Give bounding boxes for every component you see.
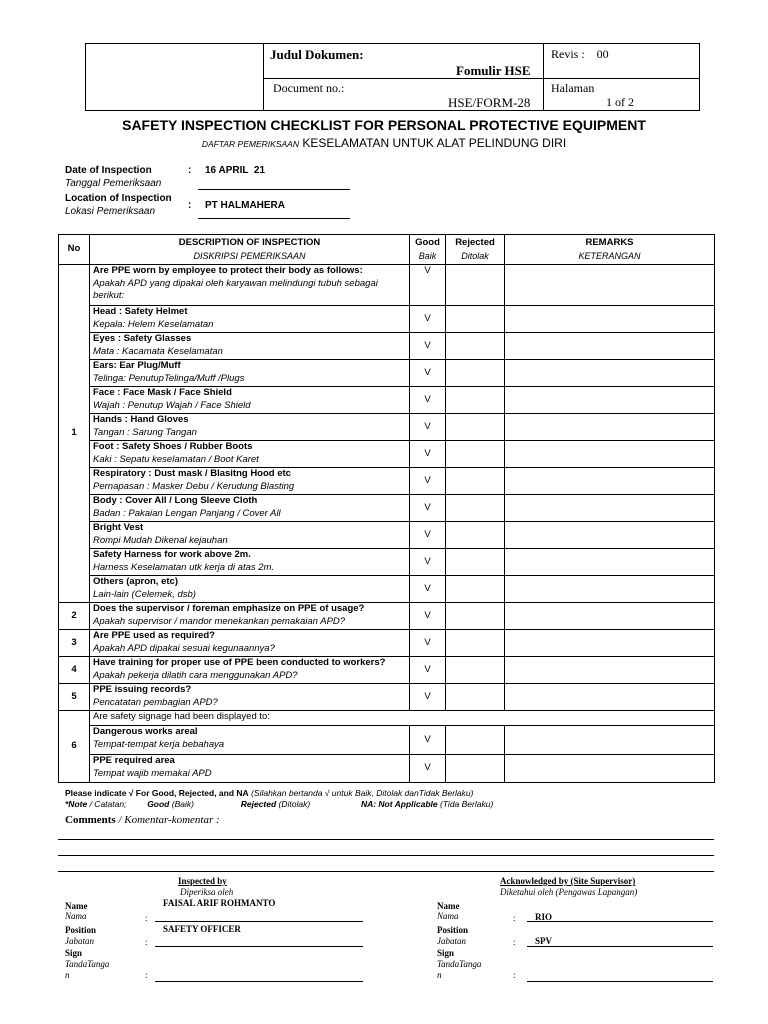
comment-line[interactable]: [58, 855, 714, 856]
date-label-id: Tanggal Pemeriksaan: [65, 178, 162, 189]
inspector-name-line[interactable]: [155, 921, 363, 922]
rejected-cell: [446, 684, 505, 711]
location-colon: :: [188, 200, 192, 211]
row-description: Safety Harness for work above 2m. Harness Keselamatan utk kerja di atas 2m.: [90, 549, 410, 576]
col-no: No: [59, 235, 90, 265]
rejected-cell: [446, 360, 505, 387]
good-mark: V: [410, 549, 446, 576]
good-mark: V: [410, 414, 446, 441]
name-label-id: Nama: [437, 911, 459, 921]
row-description: Are PPE used as required? Apakah APD dipakai sesuai kegunaannya?: [90, 630, 410, 657]
good-mark: V: [410, 333, 446, 360]
good-mark: V: [410, 265, 446, 306]
inspection-table: [58, 234, 715, 783]
good-mark: V: [410, 576, 446, 603]
table-row: [59, 495, 715, 522]
table-row: [59, 441, 715, 468]
row-description: PPE issuing records? Pencatatan pembagian APD?: [90, 684, 410, 711]
rejected-cell: [446, 306, 505, 333]
table-row: [59, 755, 715, 783]
good-mark: V: [410, 306, 446, 333]
table-row: [59, 360, 715, 387]
remarks-cell: [505, 684, 715, 711]
position-label: Position: [437, 925, 469, 935]
page-label: Halaman: [551, 81, 595, 95]
rejected-cell: [446, 495, 505, 522]
inspector-name: FAISAL ARIF ROHMANTO: [163, 898, 276, 908]
good-mark: V: [410, 360, 446, 387]
inspected-by-title: Inspected by: [178, 876, 227, 886]
location-label: Location of Inspection: [65, 193, 172, 204]
sign-label-id2: n: [65, 970, 70, 980]
row-description: Bright Vest Rompi Mudah Dikenal kejauhan: [90, 522, 410, 549]
doc-title-value: Fomulir HSE: [456, 63, 531, 78]
good-mark: V: [410, 522, 446, 549]
position-colon: :: [513, 937, 516, 947]
table-row: [59, 711, 715, 726]
rejected-cell: [446, 333, 505, 360]
sign-label: Sign: [65, 948, 83, 958]
rejected-cell: [446, 468, 505, 495]
rejected-cell: [446, 414, 505, 441]
name-colon: :: [513, 913, 516, 923]
rejected-cell: [446, 387, 505, 414]
rejected-cell: [446, 755, 505, 783]
row-description: Body : Cover All / Long Sleeve Cloth Badan : Pakaian Lengan Panjang / Cover All: [90, 495, 410, 522]
position-label-id: Jabatan: [65, 936, 94, 946]
row-description: Dangerous works areal Tempat-tempat kerja bebahaya: [90, 726, 410, 755]
subtitle-large: KESELAMATAN UNTUK ALAT PELINDUNG DIRI: [302, 136, 567, 150]
row-description: Are PPE worn by employee to protect their body as follows: Apakah APD yang dipakai oleh karyawan melindungi tubuh sebagai berikut:: [90, 265, 410, 306]
row-number: 1: [59, 265, 90, 603]
row-number: 6: [59, 711, 90, 783]
acknowledged-by-title: Acknowledged by (Site Supervisor): [500, 876, 636, 886]
table-row: [59, 265, 715, 306]
row-description: Face : Face Mask / Face Shield Wajah : Penutup Wajah / Face Shield: [90, 387, 410, 414]
remarks-cell: [505, 360, 715, 387]
table-row: [59, 603, 715, 630]
position-label: Position: [65, 925, 97, 935]
name-label: Name: [65, 901, 88, 911]
table-row: [59, 630, 715, 657]
remarks-cell: [505, 387, 715, 414]
row-description: Ears: Ear Plug/Muff Telinga: PenutupTelinga/Muff /Plugs: [90, 360, 410, 387]
sign-label-id: TandaTanga: [65, 959, 110, 969]
name-label: Name: [437, 901, 460, 911]
good-mark: V: [410, 657, 446, 684]
remarks-cell: [505, 657, 715, 684]
col-rejected: Rejected Ditolak: [446, 235, 505, 265]
date-underline: [198, 189, 350, 190]
row-number: 4: [59, 657, 90, 684]
remarks-cell: [505, 755, 715, 783]
remarks-cell: [505, 441, 715, 468]
remarks-cell: [505, 726, 715, 755]
remarks-cell: [505, 468, 715, 495]
comment-line[interactable]: [58, 871, 714, 872]
good-mark: V: [410, 603, 446, 630]
remarks-cell: [505, 630, 715, 657]
table-row: [59, 684, 715, 711]
remarks-cell: [505, 549, 715, 576]
supervisor-name: RIO: [535, 912, 553, 922]
sign-label: Sign: [437, 948, 455, 958]
row-description: Have training for proper use of PPE been conducted to workers? Apakah pekerja dilatih cara menggunakan APD?: [90, 657, 410, 684]
rejected-cell: [446, 576, 505, 603]
remarks-cell: [505, 265, 715, 306]
good-mark: V: [410, 630, 446, 657]
remarks-cell: [505, 306, 715, 333]
remarks-cell: [505, 495, 715, 522]
sign-label-id: TandaTanga: [437, 959, 482, 969]
inspector-sign-line[interactable]: [155, 981, 363, 982]
inspected-by-title-id: Diperiksa oleh: [180, 887, 234, 897]
location-label-id: Lokasi Pemeriksaan: [65, 206, 156, 217]
sign-label-id2: n: [437, 970, 442, 980]
row-description: PPE required area Tempat wajib memakai APD: [90, 755, 410, 783]
revision: Revis : 00: [551, 47, 609, 61]
good-mark: V: [410, 468, 446, 495]
page-value: 1 of 2: [606, 95, 634, 109]
row-description: Others (apron, etc) Lain-lain (Celemek, dsb): [90, 576, 410, 603]
rejected-cell: [446, 603, 505, 630]
good-mark: V: [410, 441, 446, 468]
row-description: Hands : Hand Gloves Tangan : Sarung Tangan: [90, 414, 410, 441]
remarks-cell: [505, 576, 715, 603]
comment-line[interactable]: [58, 839, 714, 840]
supervisor-sign-line[interactable]: [527, 981, 713, 982]
table-row: [59, 414, 715, 441]
inspector-position: SAFETY OFFICER: [163, 924, 241, 934]
col-description: DESCRIPTION OF INSPECTION DISKRIPSI PEMERIKSAAN: [90, 235, 410, 265]
rejected-cell: [446, 441, 505, 468]
supervisor-name-line[interactable]: [527, 921, 713, 922]
row-description: Are safety signage had been displayed to:: [90, 711, 715, 726]
table-row: [59, 333, 715, 360]
date-colon: :: [188, 165, 192, 176]
row-number: 5: [59, 684, 90, 711]
page-title: SAFETY INSPECTION CHECKLIST FOR PERSONAL PROTECTIVE EQUIPMENT: [122, 117, 646, 133]
position-label-id: Jabatan: [437, 936, 466, 946]
document-header: [85, 43, 700, 111]
row-description: Head : Safety Helmet Kepala: Helem Keselamatan: [90, 306, 410, 333]
table-row: [59, 576, 715, 603]
subtitle-small: DAFTAR PEMERIKSAAN: [201, 139, 299, 149]
rejected-cell: [446, 630, 505, 657]
rejected-cell: [446, 726, 505, 755]
notes-line-1: Please indicate √ For Good, Rejected, and NA (Silahkan bertanda √ untuk Baik, Ditolak danTidak Berlaku): [65, 788, 474, 798]
rejected-cell: [446, 657, 505, 684]
comments-label: Comments / Komentar-komentar :: [65, 814, 220, 826]
table-row: [59, 387, 715, 414]
doc-title-label: Judul Dokumen:: [270, 47, 364, 62]
good-mark: V: [410, 387, 446, 414]
name-colon: :: [145, 913, 148, 923]
supervisor-position-line[interactable]: [527, 946, 713, 947]
table-row: [59, 306, 715, 333]
sign-colon: :: [513, 970, 516, 980]
acknowledged-by-title-id: Diketahui oleh (Pengawas Lapangan): [500, 887, 638, 897]
good-mark: V: [410, 755, 446, 783]
good-mark: V: [410, 726, 446, 755]
doc-no-value: HSE/FORM-28: [448, 95, 531, 110]
row-number: 2: [59, 603, 90, 630]
name-label-id: Nama: [65, 911, 87, 921]
row-description: Does the supervisor / foreman emphasize on PPE of usage? Apakah supervisor / mandor menekankan pemakaian APD?: [90, 603, 410, 630]
location-underline: [198, 218, 350, 219]
doc-no-label: Document no.:: [273, 81, 345, 95]
row-description: Eyes : Safety Glasses Mata : Kacamata Keselamatan: [90, 333, 410, 360]
notes-line-2: *Note / Catatan; Good (Baik) Rejected (Ditolak) NA: Not Applicable (Tida Berlaku): [65, 799, 494, 809]
supervisor-position: SPV: [535, 936, 553, 946]
remarks-cell: [505, 414, 715, 441]
table-row: [59, 549, 715, 576]
table-row: [59, 657, 715, 684]
table-row: [59, 726, 715, 755]
row-description: Respiratory : Dust mask / Blasitng Hood etc Pernapasan : Masker Debu / Kerudung Blasting: [90, 468, 410, 495]
remarks-cell: [505, 603, 715, 630]
rejected-cell: [446, 265, 505, 306]
sign-colon: :: [145, 970, 148, 980]
remarks-cell: [505, 522, 715, 549]
col-good: Good Baik: [410, 235, 446, 265]
row-description: Foot : Safety Shoes / Rubber Boots Kaki : Sepatu keselamatan / Boot Karet: [90, 441, 410, 468]
table-row: [59, 522, 715, 549]
rejected-cell: [446, 549, 505, 576]
position-colon: :: [145, 937, 148, 947]
date-label: Date of Inspection: [65, 165, 152, 176]
row-number: 3: [59, 630, 90, 657]
table-row: [59, 468, 715, 495]
remarks-cell: [505, 333, 715, 360]
date-value: 16 APRIL 21: [205, 165, 266, 176]
inspector-position-line[interactable]: [155, 946, 363, 947]
page-subtitle: [0, 136, 768, 150]
good-mark: V: [410, 495, 446, 522]
rejected-cell: [446, 522, 505, 549]
location-value: PT HALMAHERA: [205, 200, 285, 211]
good-mark: V: [410, 684, 446, 711]
col-remarks: REMARKS KETERANGAN: [505, 235, 715, 265]
